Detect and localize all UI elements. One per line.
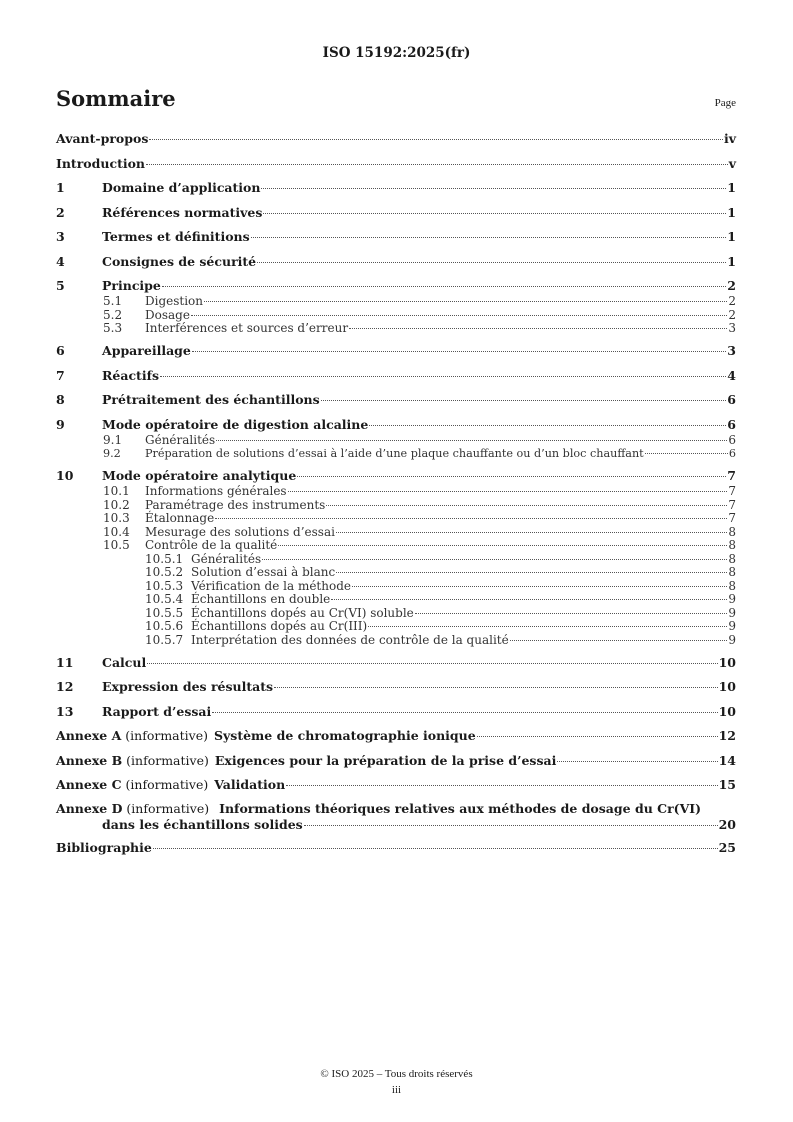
leader-dots <box>146 164 728 165</box>
leader-dots <box>415 613 728 614</box>
toc-entry-clause-9-2[interactable] <box>56 447 736 461</box>
toc-number: 10.5.7 <box>145 632 184 647</box>
toc-page: 6 <box>727 416 736 432</box>
page-title: Sommaire <box>56 86 176 111</box>
toc-number: 10.3 <box>103 511 130 525</box>
toc-number: 2 <box>56 204 65 220</box>
toc-page: 8 <box>728 524 736 539</box>
toc-number: 4 <box>56 253 65 269</box>
toc-entry-clause-7[interactable] <box>56 367 736 385</box>
toc-label: Introduction <box>56 155 146 171</box>
annex-type: (informative) <box>125 728 208 743</box>
toc-label: Rapport d’essai <box>102 703 212 719</box>
toc-label: Domaine d’application <box>102 180 261 195</box>
leader-dots <box>274 687 718 688</box>
toc-entry-clause-10-1[interactable] <box>56 485 736 499</box>
toc-page: 4 <box>727 367 736 383</box>
toc-number: 10.5.3 <box>145 578 184 593</box>
toc-page: 3 <box>727 343 736 358</box>
leader-dots <box>510 640 728 641</box>
toc-label: Termes et définitions <box>102 229 250 244</box>
toc-label: Échantillons dopés au Cr(VI) soluble <box>191 605 414 620</box>
toc-entry-clause-1[interactable] <box>56 179 736 197</box>
toc-page: 15 <box>718 777 736 792</box>
leader-dots <box>286 785 717 786</box>
annex-title: Informations théoriques relatives aux méthodes de dosage du Cr(VI) <box>219 800 702 816</box>
toc-label: Paramétrage des instruments <box>145 497 326 512</box>
toc-label: Mode opératoire de digestion alcaline <box>102 416 369 432</box>
toc-page: 6 <box>728 447 736 460</box>
annex-title: Validation <box>214 777 286 792</box>
annex-type: (informative) <box>126 752 209 768</box>
annex-type: (informative) <box>125 777 209 792</box>
toc-number: 10.5 <box>103 538 130 552</box>
toc-number: 10.2 <box>103 497 130 512</box>
toc-page: 1 <box>727 204 736 220</box>
leader-dots <box>149 139 723 140</box>
toc-page: 7 <box>727 468 736 483</box>
toc-page: 9 <box>728 605 736 620</box>
annex-label: Annexe A <box>56 728 122 743</box>
toc-entry-clause-2[interactable] <box>56 204 736 222</box>
toc-entry-introduction[interactable] <box>56 155 736 173</box>
leader-dots <box>645 453 728 454</box>
toc-label: Généralités <box>145 432 216 447</box>
toc-entry-annex-d[interactable] <box>56 801 736 833</box>
toc-page: 14 <box>718 752 736 768</box>
leader-dots <box>336 532 727 533</box>
leader-dots <box>477 736 718 737</box>
toc-page: 10 <box>718 679 736 694</box>
toc-number: 10.1 <box>103 484 130 498</box>
toc-entry-clause-9-1[interactable] <box>56 434 736 448</box>
leader-dots <box>304 825 718 826</box>
toc-entry-annex-c[interactable] <box>56 776 736 794</box>
toc-page: 10 <box>718 654 736 670</box>
leader-dots <box>153 848 718 849</box>
toc-page: 2 <box>727 278 736 293</box>
toc-label: Références normatives <box>102 204 263 220</box>
toc-number: 10.5.5 <box>145 605 184 620</box>
toc-label: Principe <box>102 278 161 293</box>
toc-label: Contrôle de la qualité <box>145 538 278 552</box>
page-number: iii <box>391 1084 402 1096</box>
toc-entry-clause-10[interactable] <box>56 467 736 485</box>
copyright-notice: © ISO 2025 – Tous droits réservés <box>320 1068 473 1080</box>
toc-entry-clause-10-4[interactable] <box>56 526 736 540</box>
leader-dots <box>336 572 727 573</box>
toc-label: Généralités <box>191 551 262 566</box>
annex-type: (informative) <box>126 800 210 816</box>
toc-number: 10.5.6 <box>145 619 184 633</box>
toc-entry-clause-8[interactable] <box>56 391 736 409</box>
toc-page: 9 <box>728 632 736 647</box>
toc-page: 7 <box>728 484 736 498</box>
toc-page: 10 <box>718 703 736 719</box>
leader-dots <box>326 505 727 506</box>
toc-label: Interférences et sources d’erreur <box>145 321 349 335</box>
toc-entry-clause-5-3[interactable] <box>56 322 736 336</box>
toc-page: 9 <box>728 592 736 606</box>
toc-page: 9 <box>728 619 736 633</box>
toc-page: 12 <box>718 728 736 743</box>
toc-label: Échantillons dopés au Cr(III) <box>191 619 368 633</box>
toc-page: 7 <box>728 511 736 525</box>
leader-dots <box>263 213 726 214</box>
toc-entry-clause-6[interactable] <box>56 342 736 360</box>
annex-label: Annexe D <box>56 800 123 816</box>
leader-dots <box>191 315 727 316</box>
toc-entry-clause-10-5-1[interactable] <box>56 553 736 567</box>
toc-page: iv <box>723 131 736 146</box>
leader-dots <box>321 400 727 401</box>
toc-entry-clause-5-2[interactable] <box>56 309 736 323</box>
toc-entry-clause-10-5-4[interactable] <box>56 593 736 607</box>
leader-dots <box>212 712 717 713</box>
leader-dots <box>297 476 726 477</box>
toc-page: 2 <box>728 307 736 322</box>
toc-number: 12 <box>56 679 74 694</box>
toc-label: Prétraitement des échantillons <box>102 392 320 407</box>
leader-dots <box>349 328 727 329</box>
leader-dots <box>215 518 727 519</box>
leader-dots <box>331 599 727 600</box>
toc-label: Mesurage des solutions d’essai <box>145 524 335 539</box>
toc-entry-avant-propos[interactable] <box>56 130 736 148</box>
leader-dots <box>288 491 728 492</box>
toc-entry-clause-10-2[interactable] <box>56 499 736 513</box>
toc-entry-clause-5[interactable] <box>56 277 736 295</box>
toc-label: Digestion <box>145 294 204 308</box>
toc-label: Expression des résultats <box>102 679 274 694</box>
leader-dots <box>147 663 717 664</box>
toc-entry-clause-12[interactable] <box>56 678 736 696</box>
leader-dots <box>162 286 726 287</box>
page-footer <box>0 1066 793 1098</box>
toc-entry-clause-10-5[interactable] <box>56 539 736 553</box>
toc-number: 10.5.4 <box>145 592 184 606</box>
toc-number: 5.1 <box>103 294 123 308</box>
toc-page: 25 <box>718 840 736 855</box>
toc-label: Interprétation des données de contrôle de la qualité <box>191 632 509 647</box>
toc-number: 5 <box>56 278 65 293</box>
toc-number: 1 <box>56 180 65 195</box>
toc-page: 1 <box>727 180 736 195</box>
leader-dots <box>261 188 726 189</box>
toc-number: 10.5.1 <box>145 551 184 566</box>
leader-dots <box>204 301 727 302</box>
toc-entry-clause-10-5-3[interactable] <box>56 580 736 594</box>
annex-title: Système de chromatographie ionique <box>214 728 476 743</box>
toc-page: v <box>728 155 736 171</box>
toc-label: Appareillage <box>102 343 191 358</box>
toc-entry-clause-10-5-6[interactable] <box>56 620 736 634</box>
toc-number: 11 <box>56 654 74 670</box>
toc-entry-clause-3[interactable] <box>56 228 736 246</box>
toc-page: 20 <box>718 816 736 832</box>
toc-label: Étalonnage <box>145 511 215 525</box>
document-header: ISO 15192:2025(fr) <box>322 45 471 61</box>
toc-page: 6 <box>728 432 736 447</box>
toc-label: Solution d’essai à blanc <box>191 565 336 579</box>
toc-number: 9.2 <box>103 447 121 460</box>
leader-dots <box>278 545 727 546</box>
toc-number: 9.1 <box>103 432 123 447</box>
toc-number: 6 <box>56 343 65 358</box>
toc-page: 8 <box>728 565 736 579</box>
toc-page: 8 <box>728 551 736 566</box>
toc-page: 1 <box>727 253 736 269</box>
title-row <box>56 86 736 111</box>
toc-page: 8 <box>728 578 736 593</box>
toc-entry-annex-b[interactable] <box>56 752 736 770</box>
leader-dots <box>251 237 727 238</box>
toc-page: 3 <box>728 321 736 335</box>
leader-dots <box>557 761 717 762</box>
toc-entry-annex-a[interactable] <box>56 727 736 745</box>
table-of-contents <box>56 130 736 857</box>
toc-entry-clause-10-5-2[interactable] <box>56 566 736 580</box>
leader-dots <box>257 262 726 263</box>
toc-label: Échantillons en double <box>191 592 331 606</box>
leader-dots <box>216 440 727 441</box>
toc-number: 3 <box>56 229 65 244</box>
leader-dots <box>368 626 727 627</box>
toc-number: 10.5.2 <box>145 565 184 579</box>
toc-label: Vérification de la méthode <box>191 578 351 593</box>
leader-dots <box>352 586 727 587</box>
toc-entry-clause-4[interactable] <box>56 253 736 271</box>
toc-number: 8 <box>56 392 65 407</box>
toc-label: Mode opératoire analytique <box>102 468 297 483</box>
toc-page: 1 <box>727 229 736 244</box>
toc-number: 10.4 <box>103 524 130 539</box>
toc-entry-clause-5-1[interactable] <box>56 295 736 309</box>
toc-label: Réactifs <box>102 367 159 383</box>
toc-label: Dosage <box>145 307 190 322</box>
toc-label: Consignes de sécurité <box>102 253 257 269</box>
annex-label: Annexe B <box>56 752 123 768</box>
toc-entry-clause-9[interactable] <box>56 416 736 434</box>
toc-number: 9 <box>56 416 65 432</box>
toc-number: 5.2 <box>103 307 123 322</box>
annex-title: Exigences pour la préparation de la prise d’essai <box>214 752 557 768</box>
annex-title-continued: dans les échantillons solides <box>102 816 303 832</box>
toc-number: 7 <box>56 367 65 383</box>
toc-number: 10 <box>56 468 74 483</box>
toc-page: 8 <box>728 538 736 552</box>
toc-page: 6 <box>727 392 736 407</box>
leader-dots <box>369 425 726 426</box>
toc-number: 5.3 <box>103 321 123 335</box>
toc-entry-clause-10-5-7[interactable] <box>56 634 736 648</box>
leader-dots <box>192 351 726 352</box>
toc-entry-bibliographie[interactable] <box>56 839 736 857</box>
toc-label: Calcul <box>102 654 147 670</box>
annex-label: Annexe C <box>56 777 122 792</box>
leader-dots <box>160 376 726 377</box>
toc-entry-clause-10-5-5[interactable] <box>56 607 736 621</box>
toc-number: 13 <box>56 703 74 719</box>
toc-page: 2 <box>728 294 736 308</box>
page-column-label: Page <box>714 97 736 109</box>
toc-label: Avant-propos <box>56 131 149 146</box>
toc-label: Informations générales <box>145 484 287 498</box>
toc-label: Préparation de solutions d’essai à l’aide d’une plaque chauffante ou d’un bloc chauffant <box>145 447 644 460</box>
toc-page: 7 <box>728 497 736 512</box>
leader-dots <box>262 559 727 560</box>
toc-label: Bibliographie <box>56 840 152 855</box>
toc-entry-clause-10-3[interactable] <box>56 512 736 526</box>
toc-entry-clause-13[interactable] <box>56 703 736 721</box>
toc-entry-clause-11[interactable] <box>56 654 736 672</box>
